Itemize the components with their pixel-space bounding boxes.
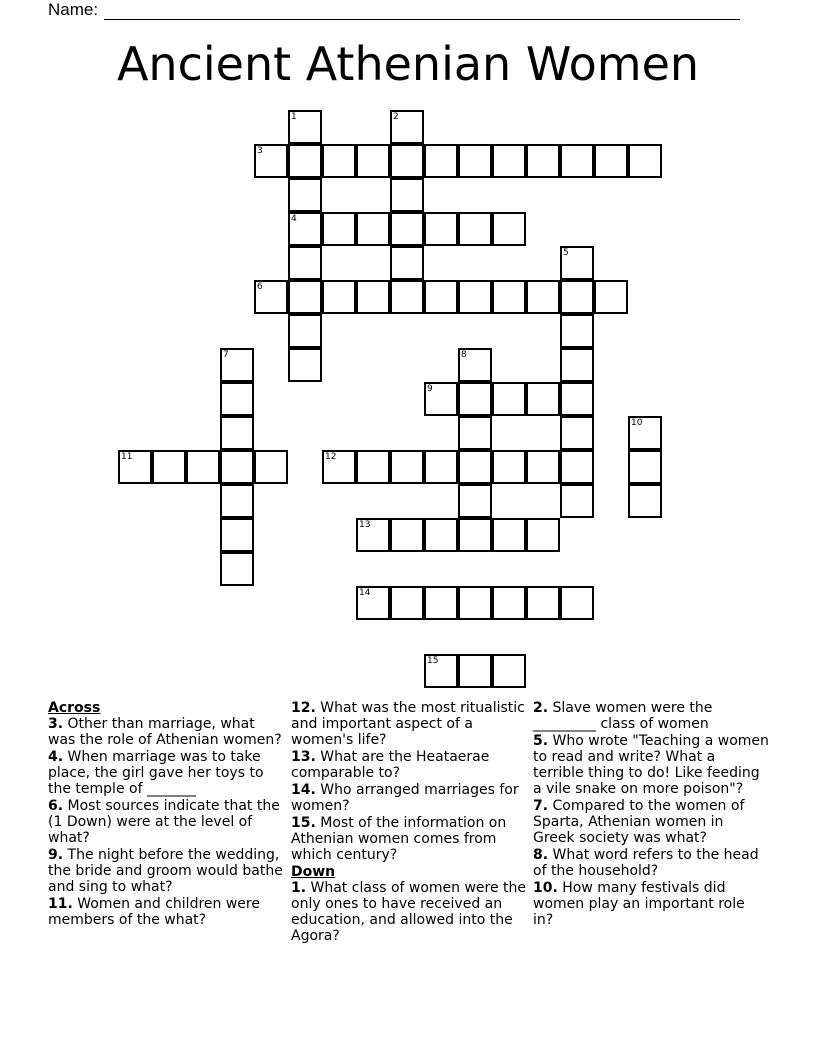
clue-number: 2. [533, 700, 549, 716]
grid-cell[interactable] [288, 178, 322, 212]
clue-item [48, 749, 284, 797]
clue-item [291, 782, 527, 814]
grid-cell[interactable] [390, 110, 424, 144]
grid-cell[interactable] [220, 348, 254, 382]
grid-cell[interactable] [356, 586, 390, 620]
grid-cell[interactable] [458, 144, 492, 178]
grid-cell[interactable] [526, 280, 560, 314]
grid-cell[interactable] [560, 348, 594, 382]
clue-number: 3. [48, 716, 64, 732]
grid-cell[interactable] [492, 518, 526, 552]
clue-text: Other than marriage, what was the role of Athenian women? [48, 716, 282, 748]
grid-cell[interactable] [492, 586, 526, 620]
grid-cell[interactable] [594, 280, 628, 314]
clue-text: What word refers to the head of the household? [533, 847, 759, 879]
grid-cell[interactable] [220, 552, 254, 586]
grid-cell[interactable] [288, 348, 322, 382]
grid-cell[interactable] [458, 484, 492, 518]
grid-cell[interactable] [390, 450, 424, 484]
page-title: Ancient Athenian Women [116, 37, 700, 91]
grid-cell[interactable] [560, 246, 594, 280]
clue-number: 10. [533, 880, 558, 896]
down-heading: Down [291, 864, 336, 880]
grid-cell[interactable] [424, 654, 458, 688]
grid-cell[interactable] [288, 314, 322, 348]
grid-cell[interactable] [390, 144, 424, 178]
clue-number: 11. [48, 896, 73, 912]
grid-cell[interactable] [322, 144, 356, 178]
clues-column-1 [48, 700, 284, 929]
cell-number: 1 [291, 112, 297, 122]
grid-cell[interactable] [492, 144, 526, 178]
grid-cell[interactable] [560, 450, 594, 484]
cell-number: 8 [461, 350, 467, 360]
cell-number: 15 [427, 656, 439, 666]
clue-number: 4. [48, 749, 64, 765]
grid-cell[interactable] [526, 382, 560, 416]
clue-number: 8. [533, 847, 549, 863]
grid-cell[interactable] [220, 484, 254, 518]
cell-number: 13 [359, 520, 371, 530]
cell-number: 5 [563, 248, 569, 258]
clue-text: Compared to the women of Sparta, Athenian women in Greek society was what? [533, 798, 745, 846]
clue-number: 9. [48, 847, 64, 863]
cell-number: 9 [427, 384, 433, 394]
clue-item [291, 815, 527, 863]
grid-cell[interactable] [390, 178, 424, 212]
grid-cell[interactable] [526, 518, 560, 552]
clue-item [48, 716, 284, 748]
grid-cell[interactable] [424, 586, 458, 620]
grid-cell[interactable] [322, 280, 356, 314]
grid-cell[interactable] [424, 382, 458, 416]
clue-item [291, 749, 527, 781]
grid-cell[interactable] [390, 518, 424, 552]
grid-cell[interactable] [492, 212, 526, 246]
clue-item [48, 847, 284, 895]
grid-cell[interactable] [560, 314, 594, 348]
grid-cell[interactable] [492, 654, 526, 688]
across-heading: Across [48, 700, 101, 716]
clues-column-2 [291, 700, 527, 945]
grid-cell[interactable] [560, 144, 594, 178]
clue-text: Who wrote "Teaching a women to read and write? What a terrible thing to do! Like feeding a vile snake on more poison"? [533, 733, 769, 797]
cell-number: 14 [359, 588, 371, 598]
grid-cell[interactable] [492, 450, 526, 484]
cell-number: 6 [257, 282, 263, 292]
grid-cell[interactable] [356, 280, 390, 314]
grid-cell[interactable] [390, 586, 424, 620]
clue-number: 12. [291, 700, 316, 716]
clue-text: Women and children were members of the what? [48, 896, 260, 928]
grid-cell[interactable] [288, 280, 322, 314]
grid-cell[interactable] [220, 416, 254, 450]
grid-cell[interactable] [424, 518, 458, 552]
cell-number: 3 [257, 146, 263, 156]
clue-text: Slave women were the _________ class of women [533, 700, 713, 732]
cell-number: 11 [121, 452, 133, 462]
grid-cell[interactable] [288, 144, 322, 178]
clue-text: When marriage was to take place, the girl gave her toys to the temple of _______ [48, 749, 264, 797]
grid-cell[interactable] [526, 450, 560, 484]
grid-cell[interactable] [118, 450, 152, 484]
grid-cell[interactable] [628, 450, 662, 484]
grid-cell[interactable] [254, 280, 288, 314]
grid-cell[interactable] [186, 450, 220, 484]
cell-number: 7 [223, 350, 229, 360]
grid-cell[interactable] [458, 212, 492, 246]
clue-text: How many festivals did women play an important role in? [533, 880, 745, 928]
grid-cell[interactable] [390, 212, 424, 246]
clue-item [533, 880, 769, 928]
grid-cell[interactable] [356, 518, 390, 552]
grid-cell[interactable] [356, 212, 390, 246]
cell-number: 4 [291, 214, 297, 224]
grid-cell[interactable] [220, 382, 254, 416]
grid-cell[interactable] [390, 246, 424, 280]
grid-cell[interactable] [254, 450, 288, 484]
grid-cell[interactable] [152, 450, 186, 484]
grid-cell[interactable] [424, 212, 458, 246]
grid-cell[interactable] [322, 212, 356, 246]
clue-item [533, 798, 769, 846]
clue-text: Who arranged marriages for women? [291, 782, 519, 814]
clue-item [48, 798, 284, 846]
clue-number: 13. [291, 749, 316, 765]
grid-cell[interactable] [288, 110, 322, 144]
grid-cell[interactable] [628, 484, 662, 518]
grid-cell[interactable] [458, 654, 492, 688]
grid-cell[interactable] [594, 144, 628, 178]
grid-cell[interactable] [458, 416, 492, 450]
clue-item [533, 700, 769, 732]
grid-cell[interactable] [458, 280, 492, 314]
clue-item [291, 700, 527, 748]
grid-cell[interactable] [458, 518, 492, 552]
grid-cell[interactable] [526, 144, 560, 178]
cell-number: 2 [393, 112, 399, 122]
clue-item [533, 733, 769, 797]
grid-cell[interactable] [288, 246, 322, 280]
cell-number: 12 [325, 452, 337, 462]
grid-cell[interactable] [458, 348, 492, 382]
clue-text: What was the most ritualistic and important aspect of a women's life? [291, 700, 525, 748]
grid-cell[interactable] [288, 212, 322, 246]
name-label: Name: [48, 0, 99, 19]
clue-number: 5. [533, 733, 549, 749]
clue-text: Most sources indicate that the (1 Down) were at the level of what? [48, 798, 280, 846]
clue-item [291, 880, 527, 944]
grid-cell[interactable] [424, 280, 458, 314]
grid-cell[interactable] [356, 144, 390, 178]
clue-text: Most of the information on Athenian women comes from which century? [291, 815, 507, 863]
clue-number: 7. [533, 798, 549, 814]
grid-cell[interactable] [560, 416, 594, 450]
grid-cell[interactable] [424, 450, 458, 484]
grid-cell[interactable] [628, 416, 662, 450]
grid-cell[interactable] [220, 450, 254, 484]
grid-cell[interactable] [560, 484, 594, 518]
grid-cell[interactable] [322, 450, 356, 484]
grid-cell[interactable] [424, 144, 458, 178]
clue-number: 1. [291, 880, 307, 896]
grid-cell[interactable] [560, 382, 594, 416]
grid-cell[interactable] [526, 586, 560, 620]
clue-text: What are the Heataerae comparable to? [291, 749, 490, 781]
grid-cell[interactable] [492, 382, 526, 416]
grid-cell[interactable] [390, 280, 424, 314]
grid-cell[interactable] [458, 586, 492, 620]
grid-cell[interactable] [220, 518, 254, 552]
grid-cell[interactable] [458, 450, 492, 484]
clue-item [533, 847, 769, 879]
clue-number: 6. [48, 798, 64, 814]
grid-cell[interactable] [492, 280, 526, 314]
grid-cell[interactable] [254, 144, 288, 178]
grid-cell[interactable] [458, 382, 492, 416]
grid-cell[interactable] [356, 450, 390, 484]
clue-text: What class of women were the only ones to have received an education, and allowed into the Agora? [291, 880, 527, 944]
grid-cell[interactable] [560, 586, 594, 620]
clue-number: 15. [291, 815, 316, 831]
clues-column-3 [533, 700, 769, 929]
cell-number: 10 [631, 418, 643, 428]
clue-text: The night before the wedding, the bride and groom would bathe and sing to what? [48, 847, 283, 895]
grid-cell[interactable] [560, 280, 594, 314]
clue-number: 14. [291, 782, 316, 798]
grid-cell[interactable] [628, 144, 662, 178]
clue-item [48, 896, 284, 928]
